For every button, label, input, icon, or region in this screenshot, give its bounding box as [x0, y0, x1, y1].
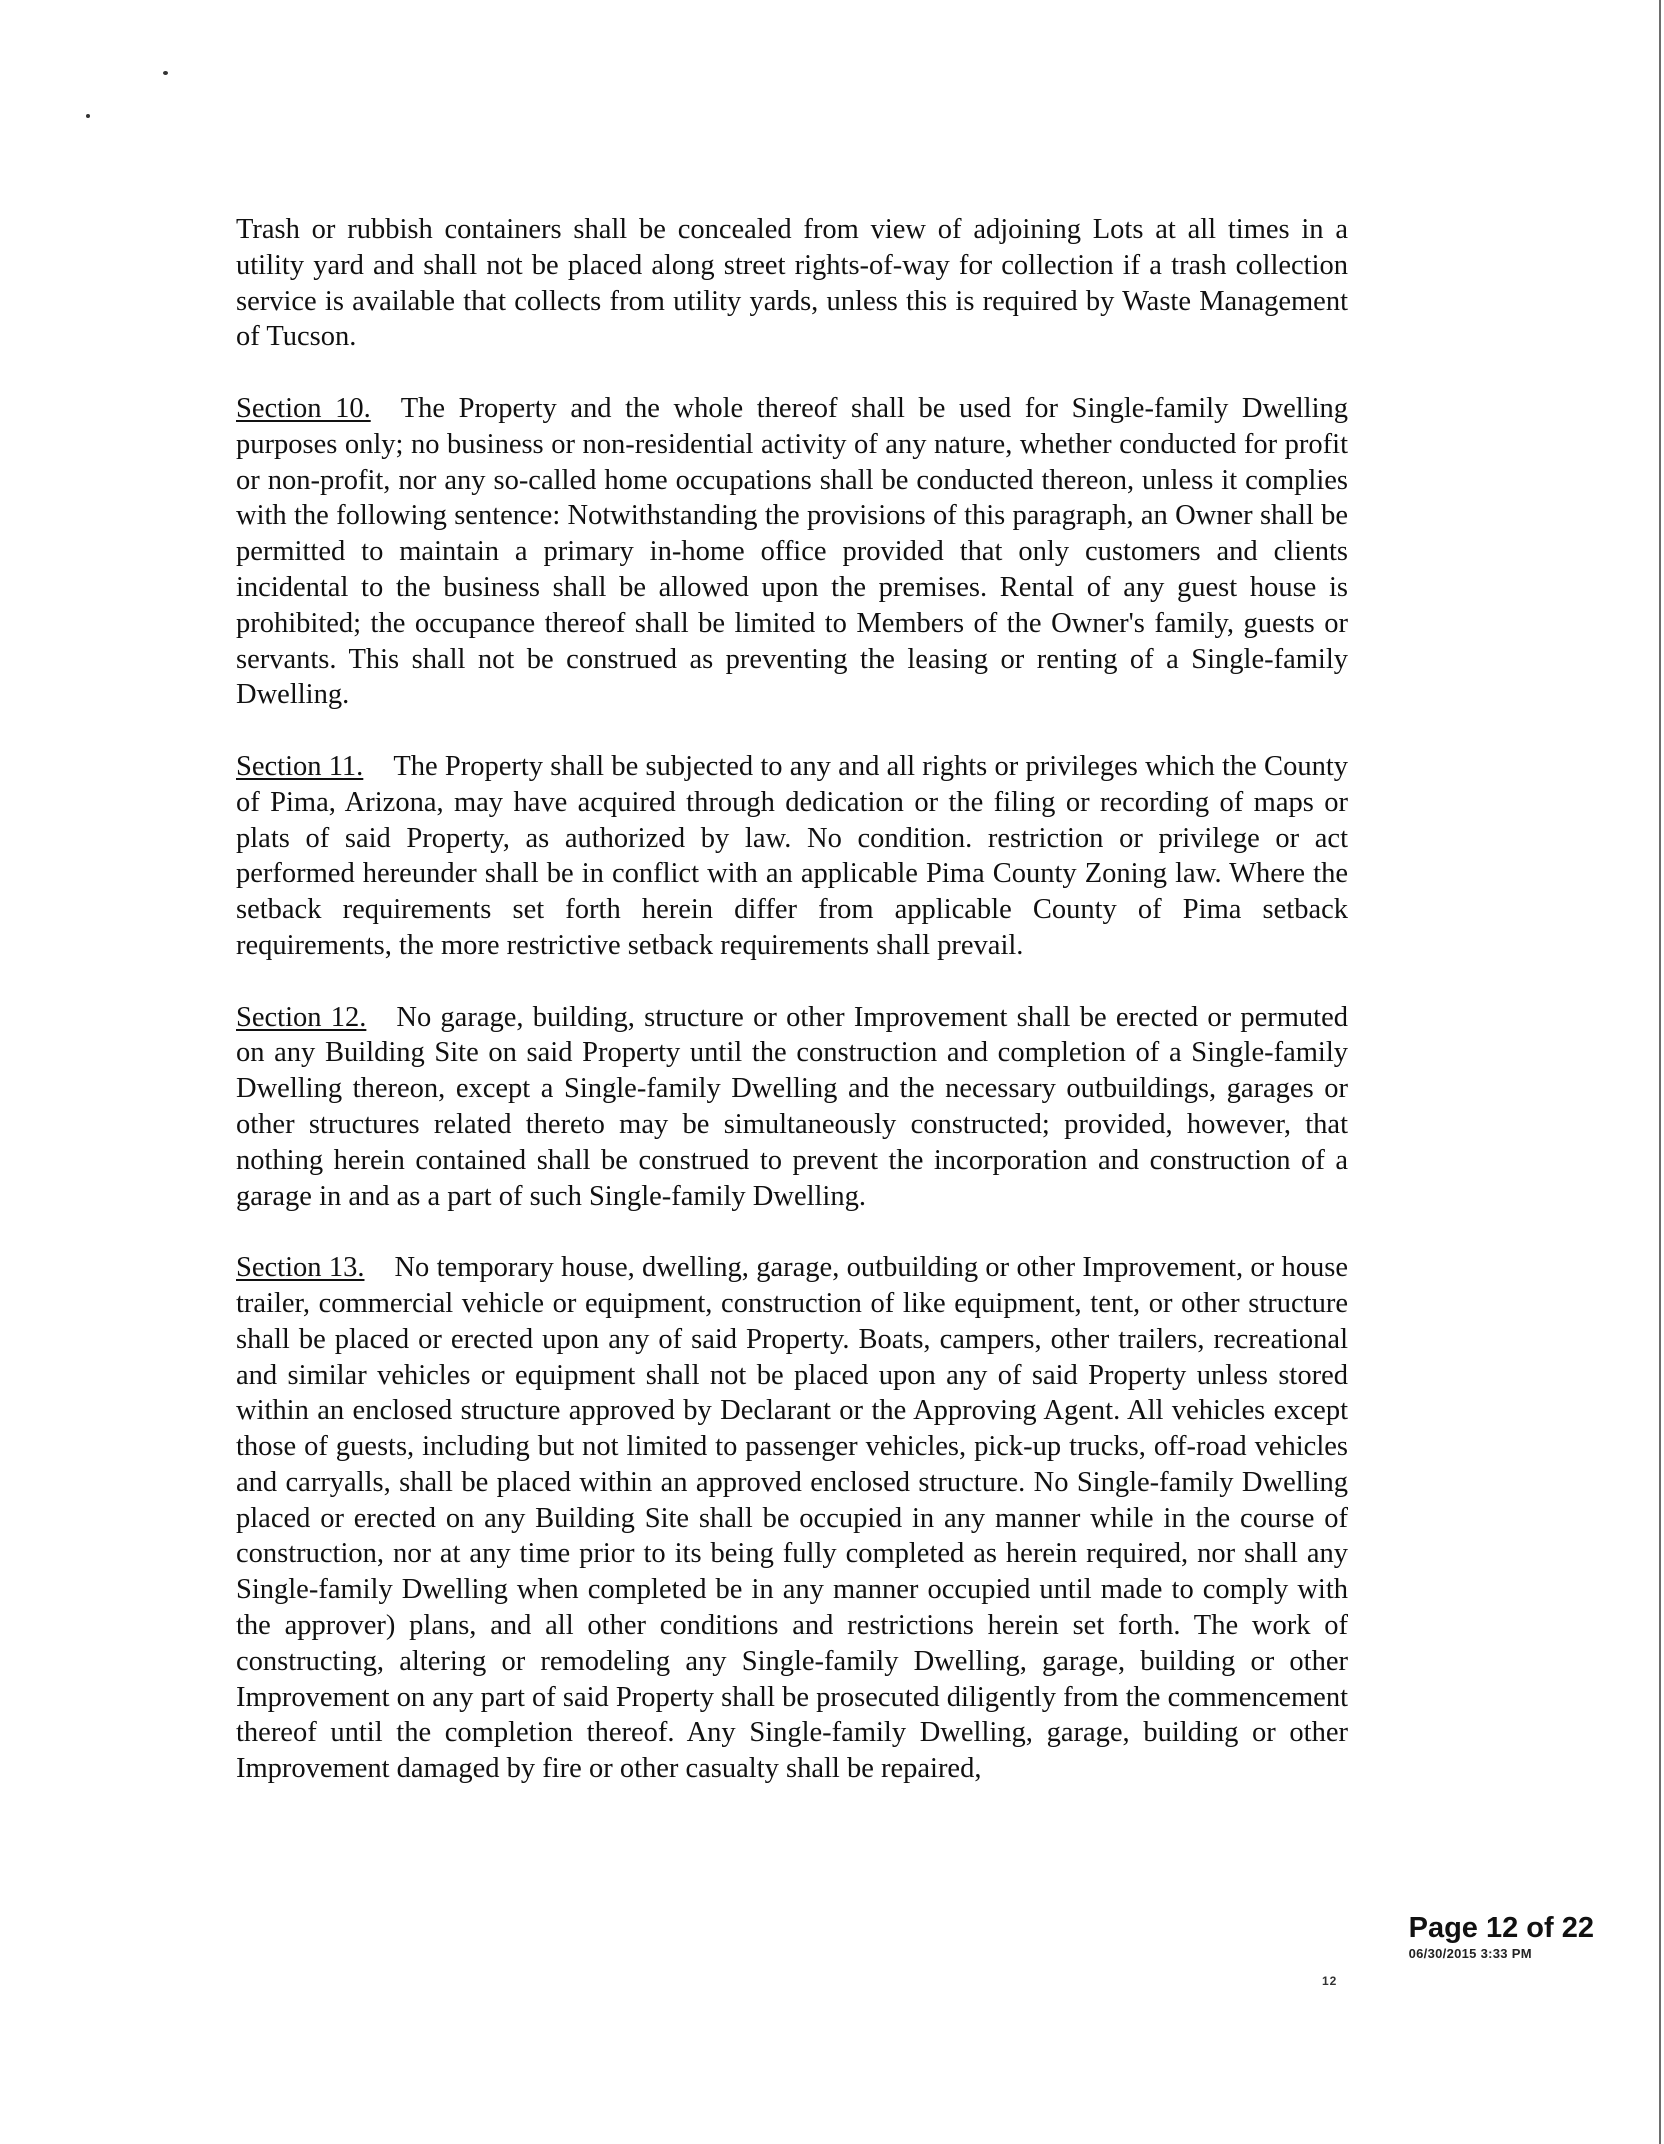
margin-page-mark: 12 [1322, 1974, 1338, 1988]
paragraph-section-11 [236, 749, 1348, 964]
section-label: Section 13. [236, 1252, 365, 1284]
recording-timestamp: 06/30/2015 3:33 PM [1408, 1946, 1532, 1961]
paragraph-text: Trash or rubbish containers shall be concealed from view of adjoining Lots at all times in a utility yard and shall not be placed along street rights-of-way for collection if a trash collection service is available that collects from utility yards, unless this is required by Waste Management of Tucson. [236, 214, 1348, 353]
section-label: Section 10. [236, 392, 371, 424]
section-label: Section 11. [236, 750, 364, 782]
page-footer [1409, 1912, 1594, 1962]
scan-speck [86, 114, 90, 118]
page-number: Page 12 of 22 [1408, 1912, 1594, 1944]
document-body [236, 212, 1348, 1787]
paragraph-section-12 [236, 1000, 1348, 1215]
paragraph-text: No temporary house, dwelling, garage, outbuilding or other Improvement, or house trailer, commercial vehicle or equipment, construction of like equipment, tent, or other structure shall be placed or erected upon any of said Property. Boats, campers, other trailers, recreational and similar vehicles or equipment shall not be placed upon any of said Property unless stored within an enclosed structure approved by Declarant or the Approving Agent. All vehicles except those of guests, including but not limited to passenger vehicles, pick-up trucks, off-road vehicles and carryalls, shall be placed within an approved enclosed structure. No Single-family Dwelling placed or erected on any Building Site shall be occupied in any manner while in the course of construction, nor at any time prior to its being fully completed as herein required, nor shall any Single-family Dwelling when completed be in any manner occupied until made to comply with the approver) plans, and all other conditions and restrictions herein set forth. The work of constructing, altering or remodeling any Single-family Dwelling, garage, building or other Improvement on any part of said Property shall be prosecuted diligently from the commencement thereof until the completion thereof. Any Single-family Dwelling, garage, building or other Improvement damaged by fire or other casualty shall be repaired, [236, 1252, 1348, 1785]
paragraph-section-10 [236, 391, 1348, 713]
paragraph-text: The Property and the whole thereof shall be used for Single-family Dwelling purposes only; no business or non-residential activity of any nature, whether conducted for profit or non-profit, nor any so-called home occupations shall be conducted thereon, unless it complies with the following sentence: Notwithstanding the provisions of this paragraph, an Owner shall be permitted to maintain a primary in-home office provided that only customers and clients incidental to the business shall be allowed upon the premises. Rental of any guest house is prohibited; the occupance thereof shall be limited to Members of the Owner's family, guests or servants. This shall not be construed as preventing the leasing or renting of a Single-family Dwelling. [236, 392, 1348, 711]
scan-speck [163, 71, 168, 75]
paragraph-section-13 [236, 1250, 1348, 1787]
paragraph-text: No garage, building, structure or other Improvement shall be erected or permuted on any Building Site on said Property until the construction and completion of a Single-family Dwelling thereon, except a Single-family Dwelling and the necessary outbuildings, garages or other structures related thereto may be simultaneously constructed; provided, however, that nothing herein contained shall be construed to prevent the incorporation and construction of a garage in and as a part of such Single-family Dwelling. [236, 1001, 1348, 1212]
paragraph-trash-containers [236, 212, 1348, 355]
page-edge-line [1659, 0, 1661, 2144]
paragraph-text: The Property shall be subjected to any and all rights or privileges which the County of Pima, Arizona, may have acquired through dedication or the filing or recording of maps or plats of said Property, as authorized by law. No condition. restriction or privilege or act performed hereunder shall be in conflict with an applicable Pima County Zoning law. Where the setback requirements set forth herein differ from applicable County of Pima setback requirements, the more restrictive setback requirements shall prevail. [236, 750, 1348, 961]
section-label: Section 12. [236, 1001, 367, 1033]
